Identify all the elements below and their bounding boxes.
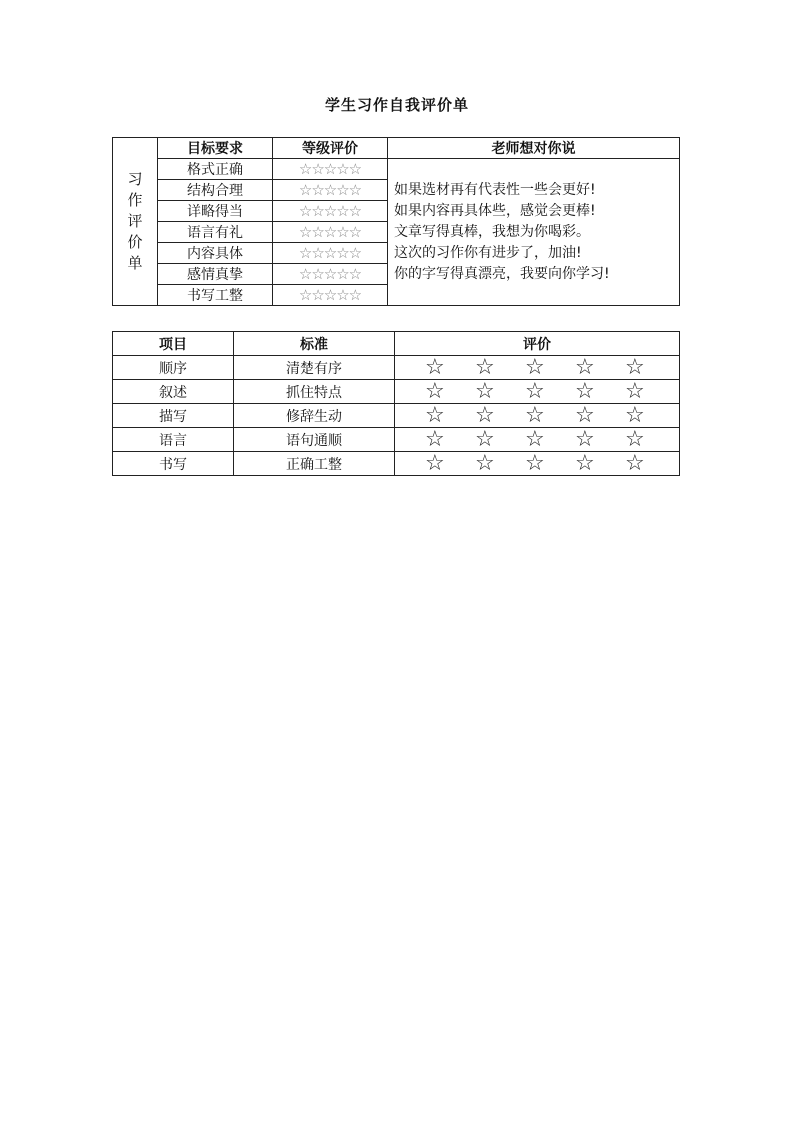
side-label-char: 习 [127, 170, 143, 188]
star-rating[interactable]: ☆☆☆☆☆ [273, 222, 388, 243]
item-cell: 叙述 [113, 380, 234, 404]
star-icon[interactable]: ☆ [425, 426, 445, 452]
table-row [113, 380, 680, 404]
goal-cell: 内容具体 [158, 243, 273, 264]
item-cell: 描写 [113, 404, 234, 428]
table-row [113, 356, 680, 380]
side-label [113, 138, 158, 306]
standard-cell: 修辞生动 [234, 404, 395, 428]
star-icon[interactable]: ☆ [475, 426, 495, 452]
table-row [113, 428, 680, 452]
teacher-message: 文章写得真棒，我想为你喝彩。 [394, 223, 590, 240]
star-icon[interactable]: ☆ [625, 402, 645, 428]
star-rating[interactable]: ☆☆☆☆☆ [273, 159, 388, 180]
header-grade: 等级评价 [273, 138, 388, 159]
star-icon[interactable]: ☆ [475, 354, 495, 380]
standard-cell: 抓住特点 [234, 380, 395, 404]
star-rating[interactable] [395, 428, 680, 452]
goal-cell: 详略得当 [158, 201, 273, 222]
star-icon[interactable]: ☆ [575, 402, 595, 428]
star-rating[interactable] [395, 404, 680, 428]
page-title: 学生习作自我评价单 [324, 96, 469, 114]
header-item: 项目 [113, 332, 234, 356]
header-goal: 目标要求 [158, 138, 273, 159]
teacher-message: 如果内容再具体些，感觉会更棒! [394, 202, 596, 219]
star-rating[interactable]: ☆☆☆☆☆ [273, 264, 388, 285]
table-row [113, 452, 680, 476]
goal-cell: 格式正确 [158, 159, 273, 180]
star-icon[interactable]: ☆ [425, 354, 445, 380]
item-cell: 书写 [113, 452, 234, 476]
item-cell: 顺序 [113, 356, 234, 380]
star-icon[interactable]: ☆ [575, 450, 595, 476]
star-icon[interactable]: ☆ [425, 402, 445, 428]
star-rating[interactable]: ☆☆☆☆☆ [273, 243, 388, 264]
star-icon[interactable]: ☆ [525, 426, 545, 452]
header-teacher: 老师想对你说 [388, 138, 680, 159]
standard-cell: 正确工整 [234, 452, 395, 476]
goal-cell: 书写工整 [158, 285, 273, 306]
star-icon[interactable]: ☆ [475, 450, 495, 476]
star-rating[interactable] [395, 380, 680, 404]
self-evaluation-table [112, 137, 680, 306]
star-icon[interactable]: ☆ [575, 354, 595, 380]
rubric-table [112, 331, 680, 476]
table-header-row [113, 332, 680, 356]
star-icon[interactable]: ☆ [525, 450, 545, 476]
table-header-row [113, 138, 680, 159]
star-rating[interactable]: ☆☆☆☆☆ [273, 201, 388, 222]
table-row [113, 159, 680, 180]
star-icon[interactable]: ☆ [525, 378, 545, 404]
star-rating[interactable] [395, 452, 680, 476]
star-icon[interactable]: ☆ [575, 378, 595, 404]
teacher-message: 如果选材再有代表性一些会更好! [394, 181, 596, 198]
star-icon[interactable]: ☆ [625, 378, 645, 404]
star-icon[interactable]: ☆ [575, 426, 595, 452]
goal-cell: 语言有礼 [158, 222, 273, 243]
standard-cell: 清楚有序 [234, 356, 395, 380]
star-rating[interactable] [395, 356, 680, 380]
goal-cell: 结构合理 [158, 180, 273, 201]
star-icon[interactable]: ☆ [625, 354, 645, 380]
star-icon[interactable]: ☆ [525, 354, 545, 380]
side-label-char: 评 [127, 212, 143, 230]
side-label-char: 单 [127, 254, 143, 272]
star-rating[interactable]: ☆☆☆☆☆ [273, 285, 388, 306]
teacher-message: 你的字写得真漂亮，我要向你学习! [394, 265, 610, 282]
standard-cell: 语句通顺 [234, 428, 395, 452]
star-icon[interactable]: ☆ [425, 378, 445, 404]
star-icon[interactable]: ☆ [475, 378, 495, 404]
star-icon[interactable]: ☆ [425, 450, 445, 476]
star-icon[interactable]: ☆ [625, 426, 645, 452]
goal-cell: 感情真挚 [158, 264, 273, 285]
header-rating: 评价 [395, 332, 680, 356]
side-label-char: 作 [127, 191, 143, 209]
star-icon[interactable]: ☆ [475, 402, 495, 428]
star-rating[interactable]: ☆☆☆☆☆ [273, 180, 388, 201]
header-standard: 标准 [234, 332, 395, 356]
table-row [113, 404, 680, 428]
teacher-message: 这次的习作你有进步了，加油! [394, 244, 582, 261]
teacher-messages [388, 159, 680, 306]
star-icon[interactable]: ☆ [525, 402, 545, 428]
side-label-char: 价 [127, 233, 143, 251]
item-cell: 语言 [113, 428, 234, 452]
star-icon[interactable]: ☆ [625, 450, 645, 476]
